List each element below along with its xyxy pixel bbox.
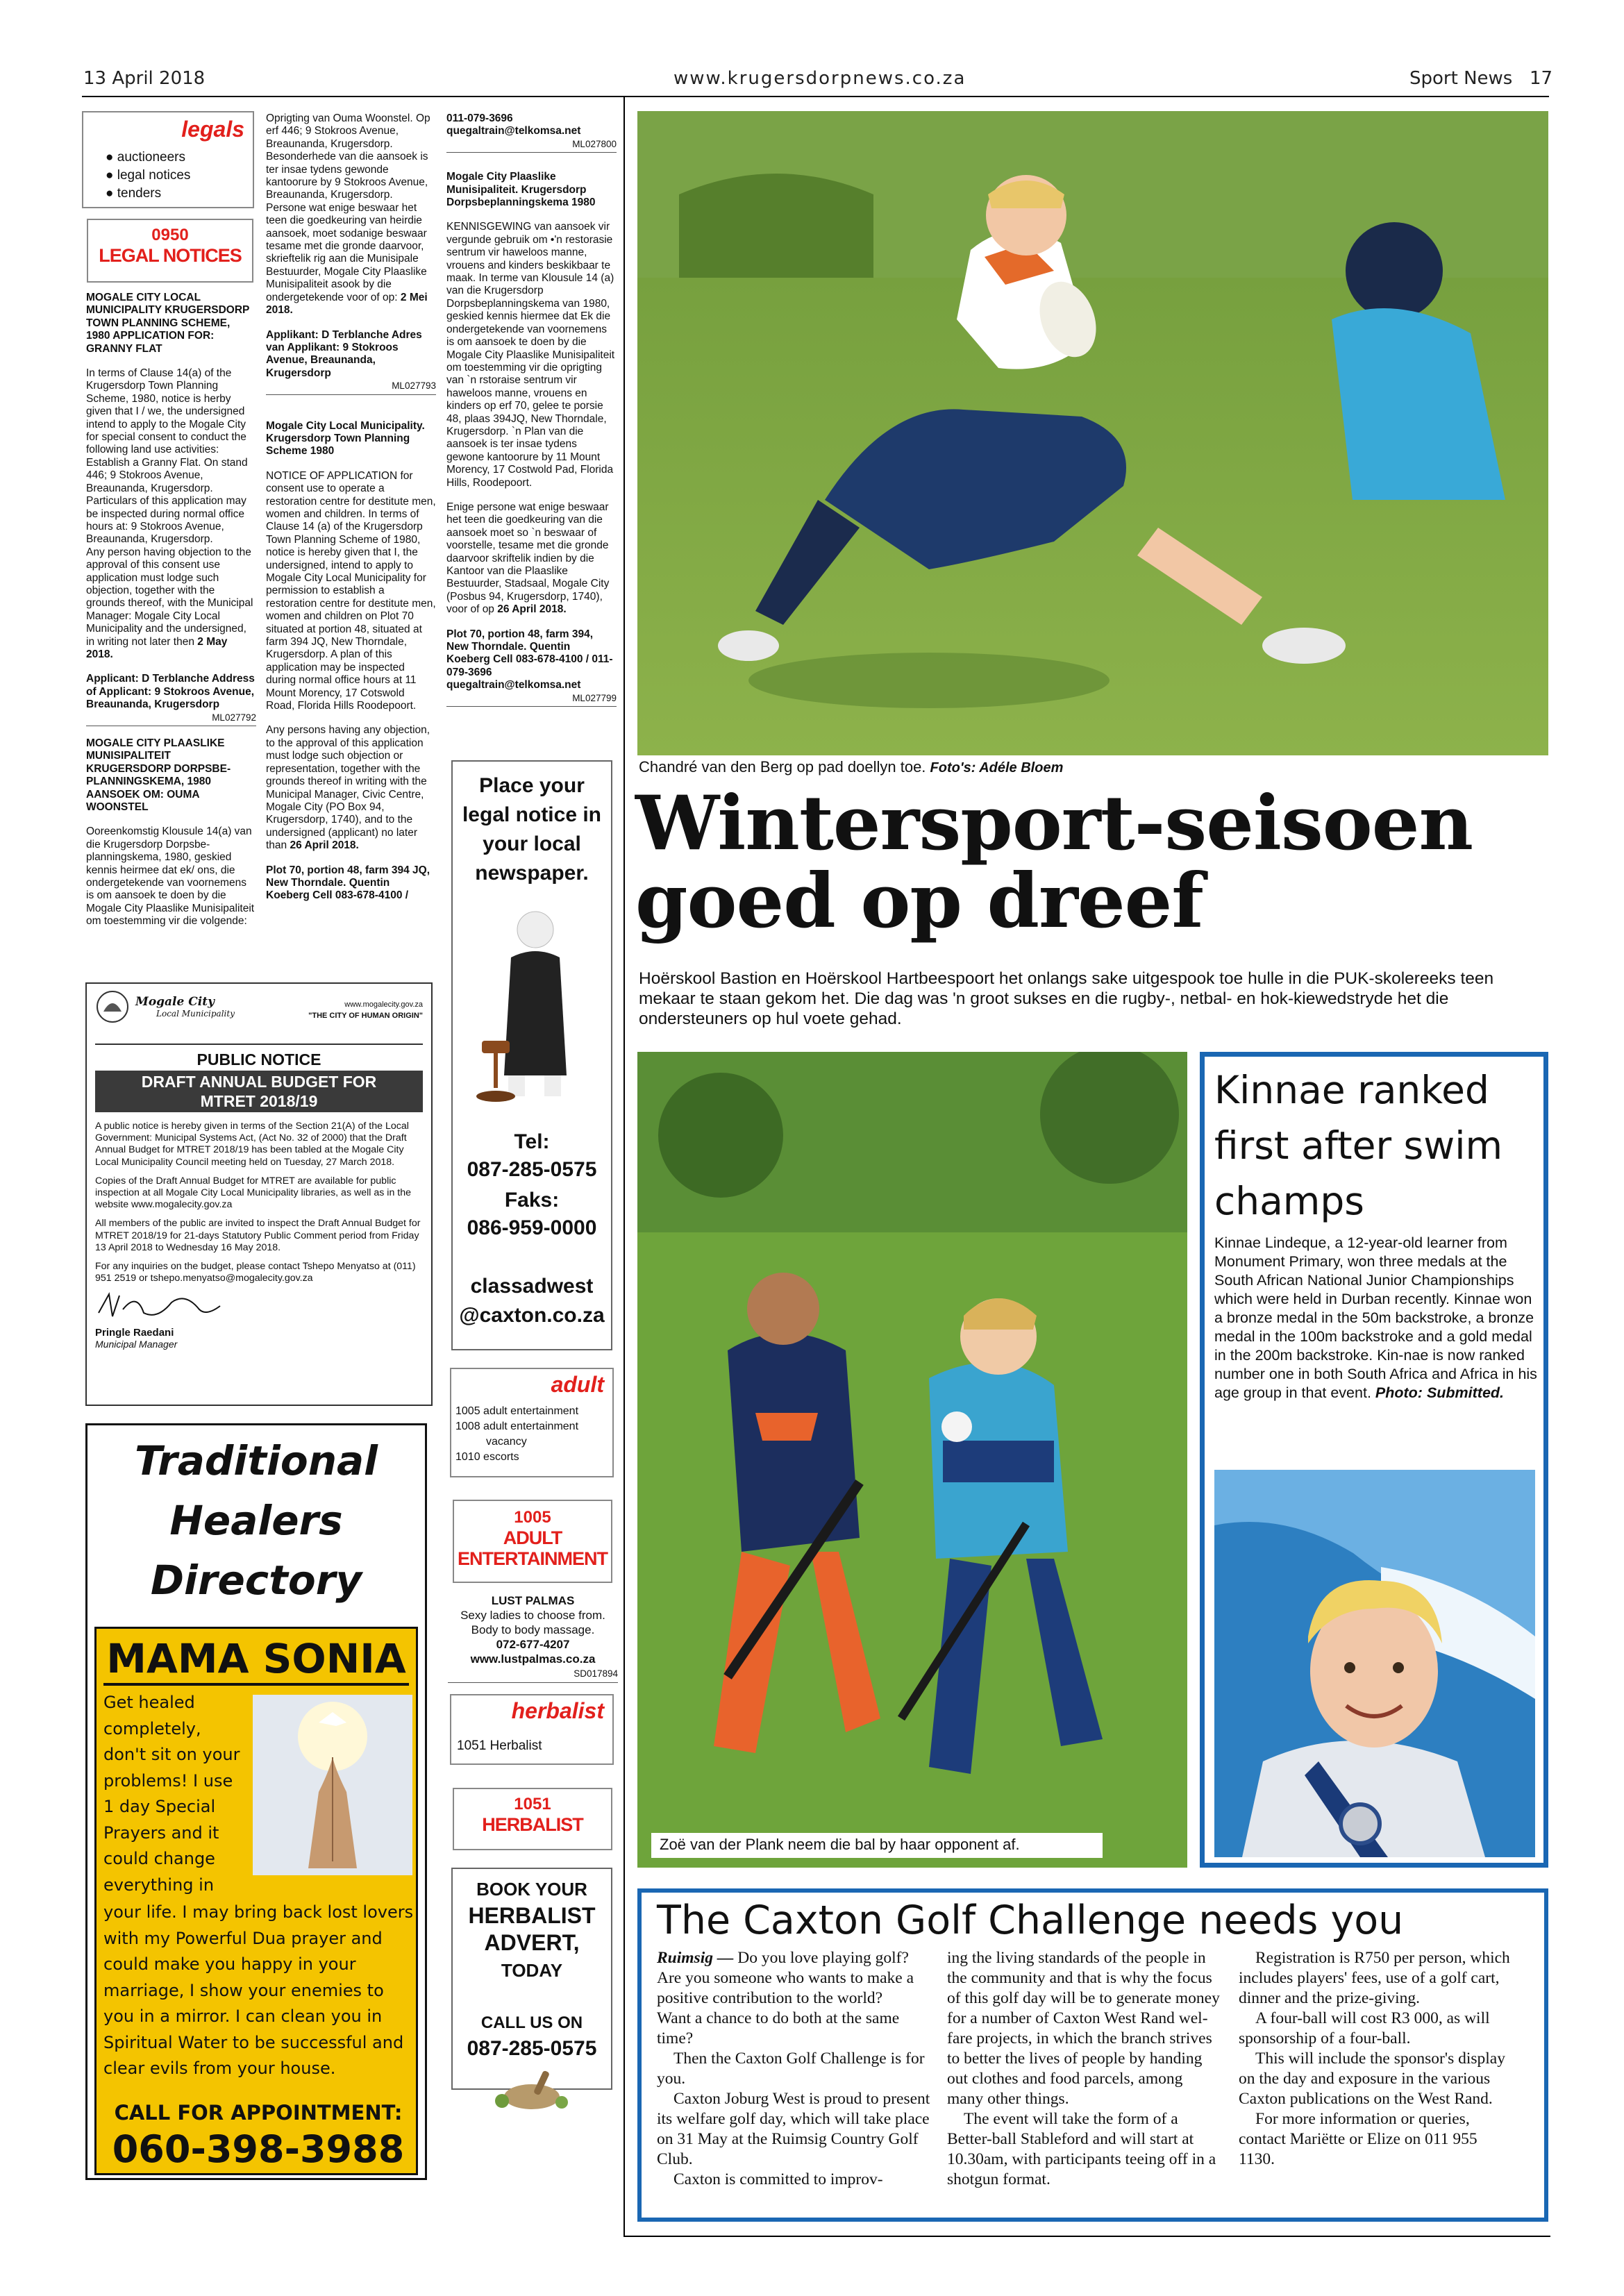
rugby-photo: [637, 111, 1548, 755]
healers-title: [87, 1431, 425, 1610]
column-divider: [623, 97, 625, 2236]
notice-body: KENNISGEWING van aansoek vir vergunde gebruik om •'n restorasie sentrum vir haweloos manne, vrouens and kinders beskikbaar te maak. In terme van Klousule 14 (a) van die Krugersdorp Dorpsbeplanningskema van 1980, geskied kennis hiermee dat Ek die ondergetekende van voornemens is om aansoek te doen by die Mogale City Plaaslike Munisipaliteit om toestemming vir die oprigting van `n rstoraise sentrum vir haweloos manne, vrouens en kinders op erf 70, gelee te porsie 48, plaas 394JQ, New Thorndale, Krugersdorp. `n Plan van die aansoek is ter insae tydens gewone kantoorure by 11 Mount Morency, 17 Costwold Pad, Florida Hills, Roodepoort.: [446, 221, 615, 489]
ad-phone: 072-677-4207: [496, 1638, 570, 1651]
notice-reference: ML027792: [86, 712, 256, 726]
legals-list: [106, 149, 190, 203]
healer-line: Spiritual Water to be successful and: [103, 2032, 404, 2052]
healers-title-line: Directory: [150, 1557, 362, 1604]
notice-reference: ML027793: [266, 380, 436, 394]
fax-number: 086-959-0000: [467, 1216, 597, 1239]
website: www.krugersdorpnews.co.za: [673, 68, 966, 89]
praying-hands-icon: [253, 1695, 412, 1875]
healer-line: with my Powerful Dua prayer and: [103, 1928, 383, 1948]
swimmer-photo: [1214, 1470, 1535, 1857]
legals-title: legals: [181, 117, 244, 142]
legals-box: [82, 111, 254, 208]
fax-label: Faks:: [504, 1189, 560, 1212]
golf-paragraph: A four-ball will cost R3 000, as will sponsorship of a four-ball.: [1239, 2009, 1490, 2047]
healer-line: you in a mirror. I can clean you in: [103, 2006, 383, 2026]
caption-text: Chandré van den Berg op pad doellyn toe.: [639, 758, 926, 776]
notice-date: 2 Mei 2018.: [266, 291, 428, 317]
lust-palmas-ad: [448, 1593, 618, 1683]
golf-paragraph: Registration is R750 per person, which includes players' fees, use of a golf cart, dinner and the prize-giving.: [1239, 1949, 1510, 2007]
legals-item: ● auctioneers: [106, 150, 185, 165]
herbs-mortar-icon: [487, 2065, 577, 2113]
healer-phone: 060-398-3988: [112, 2127, 405, 2171]
public-notice-subtitle: DRAFT ANNUAL BUDGET FOR MTRET 2018/19: [95, 1071, 423, 1112]
healer-cta: CALL FOR APPOINTMENT:: [114, 2101, 403, 2125]
email-line-2: @caxton.co.za: [459, 1304, 605, 1327]
golf-story: [637, 1888, 1548, 2222]
herbalist-advert: [451, 1868, 612, 2090]
hockey-photo: [637, 1052, 1187, 1868]
public-notice: [85, 982, 433, 1406]
golf-paragraph: Caxton is committed to improv-: [673, 2170, 883, 2188]
tel-number: 087-285-0575: [467, 1158, 597, 1181]
golf-headline: The Caxton Golf Challenge needs you: [657, 1897, 1404, 1943]
notice-body: In terms of Clause 14(a) of the Krugersdorp Town Planning Scheme, 1980, notice is herby given that I / we, the undersigned intend to apply to the Mogale City for special consent to conduct the following land use activities: Establish a Granny Flat. On stand 446; 9 Stokroos Avenue, Breaunanda, Krugersdorp. Particulars of this application may be inspected during normal office hours at: 9 Stokroos Avenue, Breaunanda, Krugersdorp.: [86, 367, 248, 546]
golf-paragraph: Caxton Joburg West is proud to present its welfare golf day, which will take place on 31 May at the Ruimsig Country Golf Club.: [657, 2090, 930, 2168]
mogale-logo: [95, 989, 235, 1024]
ad-title: LUST PALMAS: [491, 1594, 575, 1607]
swimmer-portrait-image: [1214, 1470, 1535, 1857]
legal-notices-category: [87, 219, 253, 283]
notice-date: 26 April 2018.: [290, 839, 359, 852]
notice-body: Ooreenkomstig Klousule 14(a) van die Krugersdorp Dorpsbe-planningskema, 1980, geskied kennis heirmee dat ek/ ons, die ondergetekende van voornemens is om aansoek te doen by die Mogale City Plaaslike Munisipaliteit om toestemming vir die volgende:: [86, 826, 255, 928]
healer-line: don't sit on your: [103, 1745, 240, 1764]
headline-line: Wintersport-seisoen: [635, 780, 1473, 867]
healer-line: clear evils from your house.: [103, 2059, 336, 2078]
ad-reference: SD017894: [448, 1666, 618, 1683]
legal-column-2: [266, 112, 436, 903]
page-number: 17: [1530, 68, 1553, 89]
healer-line: your life. I may bring back lost lovers: [103, 1902, 414, 1922]
section-name: Sport News: [1409, 68, 1513, 89]
category-title: ADULT ENTERTAINMENT: [458, 1527, 608, 1569]
hockey-caption: Zoë van der Plank neem die bal by haar opponent af.: [651, 1833, 1103, 1858]
notice-body: Oprigting van Ouma Woonstel. Op erf 446; 9 Stokroos Avenue, Breaunanda, Krugersdorp. Besonderhede van die aansoek is ter insae tydens gewonde kantoorure by 9 Stokroos Avenue, Breaunanda, Krugersdorp.: [266, 112, 430, 201]
dateline: Ruimsig —: [657, 1949, 734, 1967]
golf-column-2: [947, 1948, 1221, 2190]
notice-paragraph: All members of the public are invited to inspect the Draft Annual Budget for MTRET 2018/19 for 21-days Statutory Public Comment period from Friday 13 April 2018 to Wednesday 16 May 2018.: [95, 1218, 421, 1253]
logo-subtext: Local Municipality: [156, 1009, 235, 1019]
healer-line: Prayers and it: [103, 1822, 219, 1843]
healer-line: completely,: [103, 1718, 201, 1738]
herbalist-box: [450, 1694, 614, 1765]
photo-credit: Foto's: Adéle Bloem: [930, 760, 1064, 776]
healers-title-line: Traditional: [134, 1437, 378, 1484]
notice-body: Persone wat enige beswaar het teen die goedkeuring van heirdie aansoek, moet sodanige beswaar tesame met die gronde daarvoor, skrieftelik rig aan die Munisipale Bestuurder, Mogale City Plaaslike Munisipaliteit asook by die ondergetekende voor of op:: [266, 201, 427, 303]
headline-line: goed op dreef: [635, 857, 1203, 945]
notice-paragraph: For any inquiries on the budget, please contact Tshepo Menyatso at (011) 951 2519 or tshepo.menyatso@mogalecity.gov.za: [95, 1261, 416, 1284]
category-code: 1051: [514, 1795, 551, 1813]
issue-date: 13 April 2018: [83, 68, 206, 89]
public-notice-title: PUBLIC NOTICE: [196, 1050, 321, 1069]
notice-body: Any person having objection to the approval of this consent use application must lodge such objection, together with the grounds thereof, with the Municipal Manager: Mogale City Local Municipality and the undersigned, in writing not later then: [86, 546, 253, 648]
notice-title: Mogale City Plaaslike Munisipaliteit. Krugersdorp Dorpsbeplanningskema 1980: [446, 171, 596, 209]
rugby-headline: [635, 780, 1473, 945]
ad-line: TODAY: [501, 1960, 563, 1981]
rugby-intro: Hoërskool Bastion en Hoërskool Hartbeespoort het onlangs sake uitgespook toe hulle in die PUK-skolereeks teen mekaar te staan gekom het. Die dag was 'n groot sukses en die rugby-, netbal- en hok-kiewedstryde het die ondersteuners op hul voete gehad.: [639, 969, 1494, 1028]
public-notice-body: [95, 1121, 423, 1284]
notice-paragraph: A public notice is hereby given in terms of the Section 21(A) of the Local Government: Municipal Systems Act, (Act No. 32 of 2000) that the Draft Annual Budget for MTRET 2018/19 has been tabled at the Mogale City Local Municipality Council meeting held on Tuesday, 27 March 2018.: [95, 1121, 409, 1168]
ad-line: Body to body massage.: [471, 1623, 595, 1636]
notice-title: MOGALE CITY LOCAL MUNICIPALITY KRUGERSDORP TOWN PLANNING SCHEME, 1980 APPLICATION FOR: GRANNY FLAT: [86, 292, 250, 355]
golf-column-3: [1239, 1948, 1516, 2170]
notice-reference: ML027799: [446, 692, 617, 707]
swim-body-text: Kinnae Lindeque, a 12-year-old learner from Monument Primary, won three medals at the South African National Junior Championships which were held in Durban recently. Kinnae won a bronze medal in the 50m backstroke, a bronze medal in the 100m backstroke and a gold medal in the 200m backstroke. Kin-nae is now ranked number one in both South Africa and Africa in his age group in that event.: [1214, 1234, 1537, 1401]
signer-title: Municipal Manager: [95, 1339, 178, 1350]
ad-website: www.lustpalmas.co.za: [470, 1652, 596, 1666]
healer-line: marriage, I show your enemies to: [103, 1980, 384, 2000]
swim-body: [1214, 1234, 1539, 1402]
adult-category: [453, 1500, 612, 1583]
adult-item: 1005 adult entertainment: [455, 1405, 579, 1417]
tel-label: Tel:: [514, 1130, 550, 1153]
category-title: LEGAL NOTICES: [99, 245, 242, 266]
email-line-1: classadwest: [470, 1275, 594, 1298]
adult-box: [450, 1368, 614, 1477]
ad-line: Sexy ladies to choose from.: [460, 1609, 605, 1622]
legal-column-3: [446, 112, 617, 718]
legals-item: ● tenders: [106, 186, 162, 201]
photo-credit: Photo: Submitted.: [1375, 1384, 1505, 1401]
category-title: HERBALIST: [482, 1814, 583, 1835]
ad-headline: Place your legal notice in your local newspaper.: [462, 774, 602, 885]
golf-paragraph: This will include the sponsor's display on the day and exposure in the various Caxton publications on the West Rand.: [1239, 2050, 1505, 2108]
notice-applicant: Applikant: D Terblanche Adres van Applikant: 9 Stokroos Avenue, Breaunanda, Krugersdorp: [266, 328, 422, 379]
ad-line: HERBALIST: [468, 1903, 596, 1928]
swim-story: [1200, 1052, 1548, 1868]
contact-phone: 011-079-3696: [446, 112, 513, 124]
notice-body: Enige persone wat enige beswaar het teen die goedkeuring van die aansoek moet so `n beswaar of voorstelle, tesame met die gronde daarvoor skriftelik indien by die Kantoor van die Plaaslike Bestuurder, Stadsaal, Mogale City (Posbus 94, Krugersdorp, 1740), voor of op: [446, 501, 610, 616]
healer-text-wide: [103, 1900, 416, 2082]
notice-body: NOTICE OF APPLICATION for consent use to operate a restoration centre for destitute men, women and children. In terms of Clause 14 (a) of the Krugersdorp Town Planning Scheme of 1980, notice is hereby given that I, the undersigned, intend to apply to Mogale City Local Municipality for permission to establish a restoration centre for destitute men, women and children on Plot 70 situated at portion 48, situated at farm 394 JQ, New Thorndale, Krugersdorp. A plan of this application may be inspected during normal office hours at 11 Mount Morency, 17 Cotswold Road, Florida Hills Roodepoort.: [266, 469, 436, 712]
notice-signature: Plot 70, portion 48, farm 394 JQ, New Thorndale. Quentin Koeberg Cell 083-678-4100 /: [266, 864, 430, 902]
municipality-slogan: "THE CITY OF HUMAN ORIGIN": [308, 1012, 423, 1020]
mogale-logo-icon: [95, 989, 130, 1024]
hockey-players-image: [637, 1052, 1187, 1868]
notice-applicant: Applicant: D Terblanche Address of Applicant: 9 Stokroos Avenue, Breaunanda, Krugersdorp: [86, 673, 255, 711]
municipality-website: www.mogalecity.gov.za: [344, 1000, 423, 1009]
adult-title: adult: [551, 1372, 604, 1397]
herbalist-item: 1051 Herbalist: [457, 1738, 542, 1753]
healer-text-narrow: [103, 1690, 249, 1898]
swim-headline: Kinnae ranked first after swim champs: [1214, 1068, 1503, 1223]
rugby-tackle-image: [637, 111, 1548, 755]
ad-line: ADVERT,: [484, 1930, 580, 1955]
category-code: 0950: [151, 226, 189, 244]
healer-line: could change: [103, 1849, 215, 1868]
signer-name: Pringle Raedani: [95, 1327, 174, 1339]
legals-item: ● legal notices: [106, 168, 191, 183]
notice-paragraph: Copies of the Draft Annual Budget for MTRET are available for public inspection at all Mogale City Local Municipality libraries, as well as in the website www.mogalecity.gov.za: [95, 1175, 411, 1211]
healer-name: MAMA SONIA: [103, 1634, 409, 1686]
notice-title: Mogale City Local Municipality. Krugersdorp Town Planning Scheme 1980: [266, 419, 425, 458]
signature-image: [95, 1289, 234, 1323]
judge-figure-icon: [469, 902, 594, 1110]
adult-list: [455, 1404, 578, 1465]
golf-paragraph: The event will take the form of a Better-ball Stableford and will start at 10.30am, with participants teeing off in a shotgun format.: [947, 2110, 1216, 2188]
healers-title-line: Healers: [169, 1497, 343, 1544]
notice-body: Any persons having any objection, to the approval of this application must lodge such objection or representation, together with the grounds thereof in writing with the Municipal Manager, Civic Centre, Mogale City (PO Box 94, Krugersdorp, 1740), and to the undersigned (applicant) no later than: [266, 724, 430, 852]
golf-paragraph: For more information or queries, contact Mariëtte or Elize on 011 955 1130.: [1239, 2110, 1477, 2168]
legal-column-1: [86, 292, 256, 928]
mama-sonia-ad: [94, 1627, 418, 2175]
golf-column-1: [657, 1948, 931, 2190]
logo-text: Mogale City: [135, 995, 215, 1009]
healer-line: could make you happy in your: [103, 1954, 356, 1974]
ad-line: CALL US ON: [480, 2013, 583, 2032]
ad-line: BOOK YOUR: [476, 1879, 587, 1900]
category-code: 1005: [514, 1508, 551, 1527]
place-notice-ad: [451, 760, 612, 1350]
adult-item: 1008 adult entertainment: [455, 1421, 579, 1432]
healer-line: Get healed: [103, 1693, 195, 1712]
ad-phone: 087-285-0575: [467, 2037, 597, 2060]
healers-directory: [85, 1423, 427, 2180]
healer-line: everything in: [103, 1875, 215, 1895]
adult-item: vacancy: [486, 1436, 527, 1448]
bottom-rule: [623, 2236, 1550, 2237]
notice-date: 2 May 2018.: [86, 635, 228, 660]
herbalist-title: herbalist: [511, 1698, 604, 1723]
herbalist-category: [453, 1788, 612, 1850]
header-rule: [82, 96, 1549, 97]
notice-signature: Plot 70, portion 48, farm 394, New Thorndale. Quentin Koeberg Cell 083-678-4100 / 011-079-3696 quegaltrain@telkomsa.net: [446, 628, 613, 692]
golf-paragraph: Want a chance to do both at the same time?: [657, 2009, 900, 2047]
healer-line: problems! I use: [103, 1770, 233, 1791]
notice-title: MOGALE CITY PLAASLIKE MUNISIPALITEIT KRUGERSDORP DORPSBE-PLANNINGSKEMA, 1980 AANSOEK OM: OUMA WOONSTEL: [86, 737, 231, 814]
public-notice-header: [95, 989, 423, 1045]
golf-paragraph: Do you love playing golf? Are you someone who wants to make a positive contribution to the world?: [657, 1949, 914, 2007]
rugby-caption: [639, 758, 1063, 776]
healer-line: 1 day Special: [103, 1797, 216, 1816]
notice-reference: ML027800: [446, 138, 617, 153]
golf-paragraph: Then the Caxton Golf Challenge is for you.: [657, 2050, 925, 2088]
golf-paragraph: ing the living standards of the people in the community and that is why the focus of this golf day will be to generate money for a number of Caxton West Rand wel-fare projects, in which the branch strives to better the lives of people by handing out clothes and food parcels, among many other things.: [947, 1949, 1220, 2108]
adult-item: 1010 escorts: [455, 1451, 519, 1463]
notice-date: 26 April 2018.: [497, 603, 567, 616]
contact-email: quegaltrain@telkomsa.net: [446, 125, 581, 137]
